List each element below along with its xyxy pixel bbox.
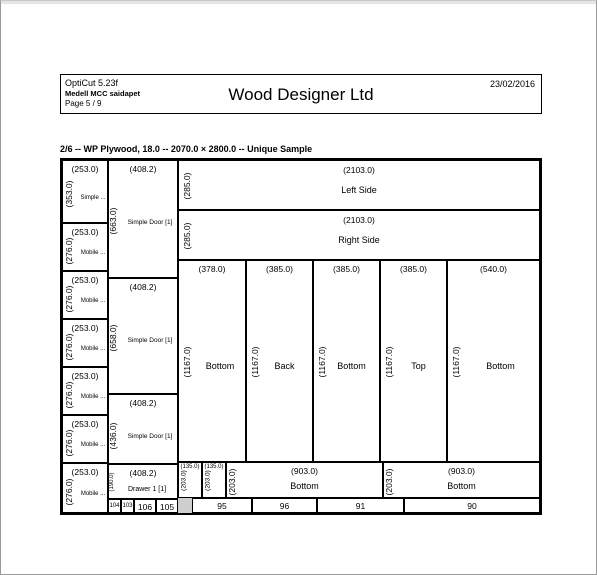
part-name: Top [411, 361, 426, 371]
part-height: (1167.0) [250, 346, 260, 378]
part-name: Bottom [447, 481, 476, 491]
part-name: Left Side [341, 185, 377, 195]
part-width: (408.2) [129, 164, 157, 174]
report-header [60, 74, 542, 114]
part-height: (285.0) [182, 172, 192, 200]
part-height: (658.0) [108, 324, 118, 352]
part-width: (253.0) [71, 275, 99, 285]
part-mobile [62, 415, 108, 463]
part-height: (276.0) [64, 478, 74, 506]
part-height: (1167.0) [182, 346, 192, 378]
part-width: (253.0) [71, 467, 99, 477]
page-number: Page 5 / 9 [65, 99, 102, 108]
part-name: Drawer 1 [1] [127, 486, 167, 493]
part-simple-door [108, 160, 178, 278]
part-name: Mobile ... [80, 250, 106, 256]
part-height: (203.0) [227, 468, 237, 496]
part-drawer [108, 464, 178, 499]
part-name: Bottom [205, 361, 235, 371]
offcut: 106 [134, 499, 156, 513]
part-height: (436.0) [108, 422, 118, 450]
part-width: (253.0) [71, 227, 99, 237]
part-top [380, 260, 447, 462]
part-mobile [62, 463, 108, 513]
part-simple [62, 160, 108, 223]
app-version: OptiCut 5.23f [65, 78, 119, 88]
part-left-side [178, 160, 540, 210]
offcut: 95 [192, 498, 252, 513]
part-width: (253.0) [71, 164, 99, 174]
part-small [202, 462, 226, 498]
part-width: (385.0) [333, 264, 360, 274]
part-name: Simple Door [1] [127, 433, 173, 440]
part-small [178, 462, 202, 498]
part-simple-door [108, 278, 178, 394]
part-height: (276.0) [64, 285, 74, 313]
part-mobile [62, 223, 108, 271]
offcut: 91 [317, 498, 404, 513]
part-simple-door [108, 394, 178, 464]
part-height: (353.0) [64, 180, 74, 208]
part-width: (408.2) [129, 282, 157, 292]
cutting-board [60, 158, 542, 515]
offcut: 104 [108, 499, 121, 513]
part-height: (203.0) [180, 470, 188, 491]
part-height: (276.0) [64, 333, 74, 361]
part-bottom [383, 462, 540, 498]
part-height: (1167.0) [451, 346, 461, 378]
part-width: (385.0) [400, 264, 427, 274]
part-width: (378.0) [198, 264, 226, 274]
part-name: Mobile ... [80, 346, 106, 352]
part-width: (253.0) [71, 419, 99, 429]
part-height: (203.0) [384, 468, 394, 496]
offcut: 103 [121, 499, 134, 513]
part-height: (190.0) [109, 472, 115, 492]
part-right-side [178, 210, 540, 260]
part-width: (903.0) [448, 466, 475, 476]
part-name: Bottom [486, 361, 515, 371]
part-width: (253.0) [71, 323, 99, 333]
part-width: (385.0) [266, 264, 293, 274]
part-width: (135.0) [204, 464, 224, 470]
part-height: (203.0) [204, 470, 212, 491]
part-width: (540.0) [480, 264, 507, 274]
part-bottom [178, 260, 246, 462]
sheet-title: 2/6 -- WP Plywood, 18.0 -- 2070.0 × 2800.0 -- Unique Sample [60, 144, 313, 154]
part-height: (1167.0) [317, 346, 327, 378]
part-back [246, 260, 313, 462]
part-width: (135.0) [180, 464, 200, 470]
part-width: (253.0) [71, 371, 99, 381]
offcut: 105 [156, 499, 178, 513]
part-bottom [447, 260, 540, 462]
part-name: Mobile ... [80, 442, 106, 448]
part-mobile [62, 319, 108, 367]
part-mobile [62, 367, 108, 415]
part-name: Right Side [338, 235, 380, 245]
part-height: (663.0) [108, 207, 118, 235]
part-name: Mobile ... [80, 491, 106, 497]
part-name: Simple Door [1] [127, 337, 173, 344]
part-bottom [226, 462, 383, 498]
part-width: (408.2) [129, 398, 157, 408]
part-height: (285.0) [182, 222, 192, 250]
part-name: Mobile ... [80, 394, 106, 400]
part-height: (1167.0) [384, 346, 394, 378]
part-name: Back [274, 361, 295, 371]
part-name: Simple Door [1] [127, 219, 173, 226]
part-name: Bottom [337, 361, 366, 371]
part-width: (2103.0) [343, 215, 375, 225]
project-name: Medell MCC saidapet [65, 89, 141, 98]
offcut: 96 [252, 498, 317, 513]
part-name: Bottom [290, 481, 319, 491]
part-mobile [62, 271, 108, 319]
part-name: Mobile ... [80, 298, 106, 304]
offcut: 90 [404, 498, 540, 513]
company-name: Wood Designer Ltd [228, 85, 374, 104]
report-date: 23/02/2016 [489, 79, 535, 89]
part-width: (903.0) [291, 466, 318, 476]
part-width: (408.2) [129, 468, 157, 478]
part-bottom [313, 260, 380, 462]
part-height: (276.0) [64, 381, 74, 409]
part-height: (276.0) [64, 237, 74, 265]
part-height: (276.0) [64, 429, 74, 457]
part-width: (2103.0) [343, 165, 375, 175]
part-name: Simple ... [80, 195, 106, 201]
